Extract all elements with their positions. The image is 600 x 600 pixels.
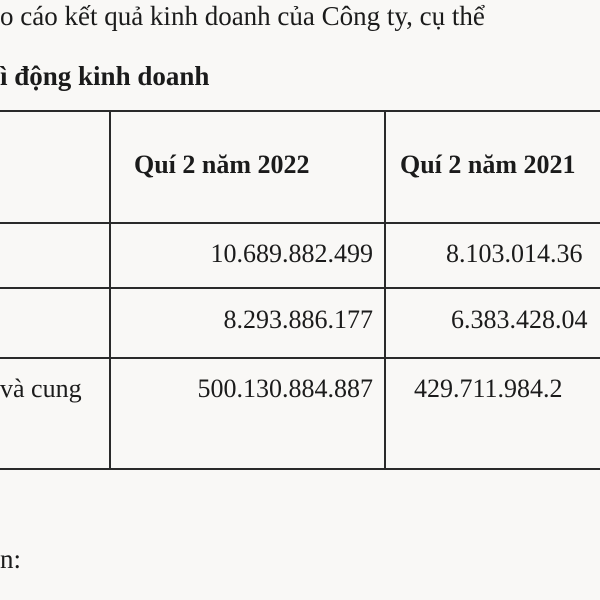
table-border-row1 xyxy=(0,222,600,224)
table-row-1-q2-2021: 8.103.014.36 xyxy=(446,239,583,268)
header-q2-2021: Quí 2 năm 2021 xyxy=(400,150,576,179)
table-row-2-q2-2021: 6.383.428.04 xyxy=(451,305,588,334)
table-col-divider-2 xyxy=(384,110,386,470)
section-title: ì động kinh doanh xyxy=(0,61,210,91)
table-col-divider-1 xyxy=(109,110,111,470)
table-border-row3 xyxy=(0,357,600,359)
table-row-1-q2-2022: 10.689.882.499 xyxy=(210,239,373,268)
table-row-2-q2-2022: 8.293.886.177 xyxy=(223,305,373,334)
table-border-bottom xyxy=(0,468,600,470)
table-border-row2 xyxy=(0,287,600,289)
table-row-3-q2-2022: 500.130.884.887 xyxy=(197,374,373,403)
table-row-3-label: và cung xyxy=(0,374,82,403)
footer-label: n: xyxy=(0,544,22,574)
intro-paragraph: o cáo kết quả kinh doanh của Công ty, cụ thể xyxy=(0,1,485,31)
table-border-top xyxy=(0,110,600,112)
table-row-3-q2-2021: 429.711.984.2 xyxy=(414,374,563,403)
header-q2-2022: Quí 2 năm 2022 xyxy=(134,150,310,179)
